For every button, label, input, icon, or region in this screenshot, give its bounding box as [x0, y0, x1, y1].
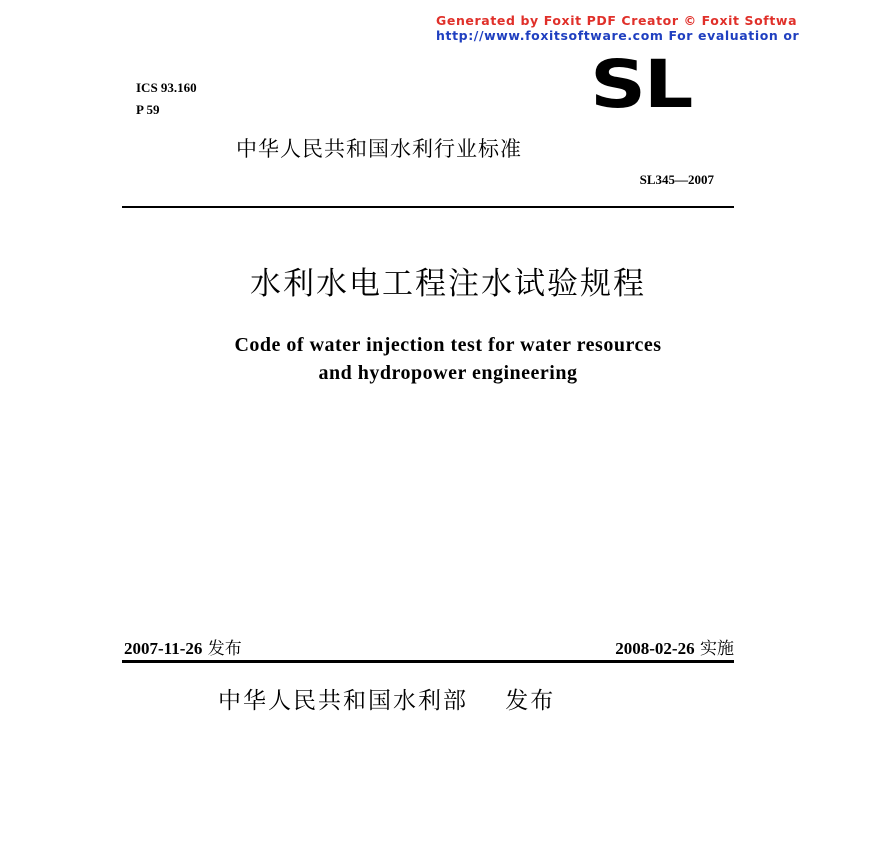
issue-date: 2007-11-26 — [124, 639, 203, 658]
watermark-line-2: http://www.foxitsoftware.com For evaluation or — [436, 28, 800, 43]
sl-logo: SL — [590, 46, 692, 123]
p-code: P 59 — [136, 102, 160, 117]
issuer-name: 中华人民共和国水利部 — [218, 688, 468, 714]
ics-code: ICS 93.160 — [136, 80, 197, 95]
implement-date: 2008-02-26 — [615, 639, 695, 658]
standard-number: SL345—2007 — [639, 172, 714, 187]
foxit-watermark — [436, 13, 870, 43]
issuer-action: 发布 — [505, 688, 556, 714]
implement-date-block — [615, 634, 734, 659]
title-english-line-2: and hydropower engineering — [318, 362, 578, 384]
title-english-line-1: Code of water injection test for water resources — [234, 334, 662, 356]
organization-title: 中华人民共和国水利行业标准 — [236, 137, 522, 161]
issue-label: 发布 — [207, 639, 242, 659]
top-divider — [122, 206, 734, 208]
bottom-divider — [122, 660, 734, 663]
implement-label: 实施 — [700, 639, 734, 659]
issue-date-block — [124, 634, 242, 659]
title-chinese: 水利水电工程注水试验规程 — [250, 266, 646, 302]
title-english — [0, 331, 870, 387]
watermark-line-1: Generated by Foxit PDF Creator © Foxit Softwa — [436, 13, 798, 28]
issuer-block — [218, 682, 555, 715]
